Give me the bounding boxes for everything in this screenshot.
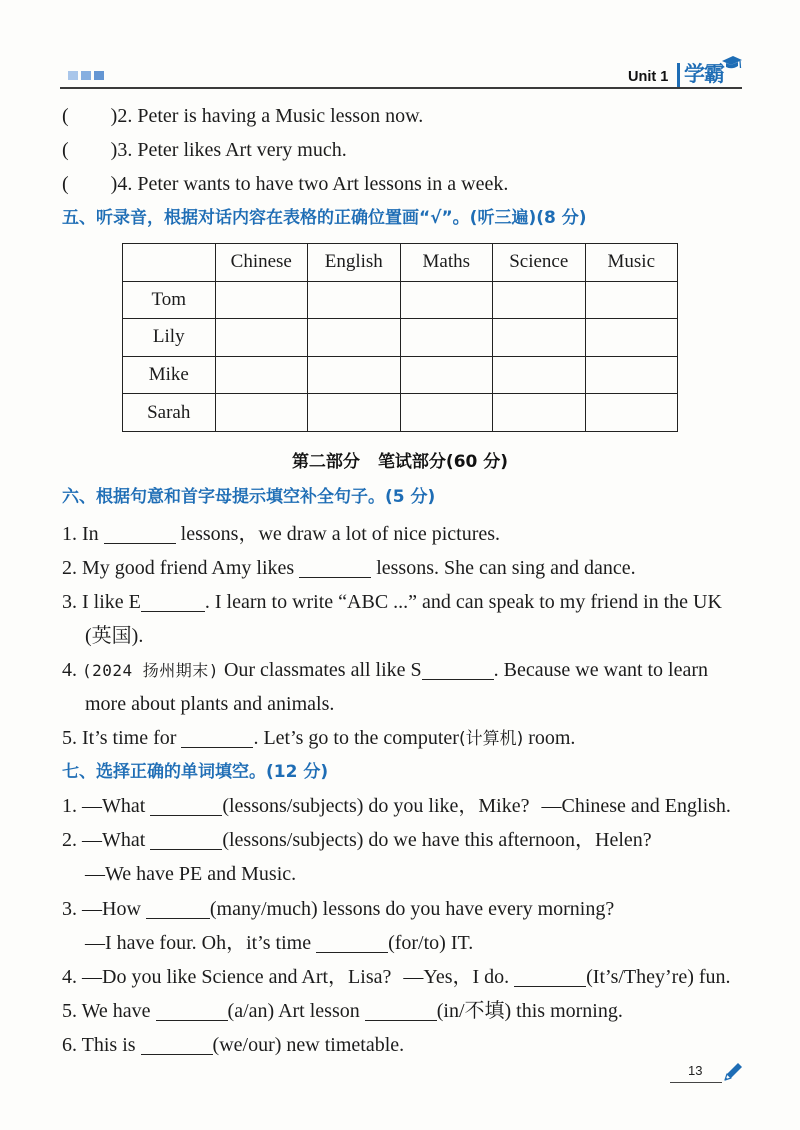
answer-blank[interactable]	[316, 952, 388, 953]
judge-item	[62, 103, 423, 129]
question-text: (英国).	[85, 625, 144, 647]
reply-text: (It’s/They’re) fun.	[586, 966, 731, 988]
choose-question	[62, 964, 731, 990]
listening-table	[122, 243, 678, 432]
header-square	[94, 71, 104, 80]
answer-cell[interactable]	[215, 281, 308, 319]
answer-cell[interactable]	[308, 356, 401, 394]
student-name: Sarah	[123, 394, 216, 432]
choose-question	[62, 827, 652, 853]
choose-question-continued	[85, 930, 473, 956]
answer-blank[interactable]	[150, 849, 222, 850]
answer-blank[interactable]	[181, 747, 253, 748]
answer-cell[interactable]	[585, 356, 678, 394]
choose-question-continued	[85, 861, 296, 887]
header-rule	[60, 87, 742, 89]
table-row	[123, 394, 678, 432]
question-text: room.	[523, 727, 576, 749]
question-text: 1. —What	[62, 795, 151, 817]
judge-text: 4. Peter wants to have two Art lessons in a week.	[117, 173, 509, 195]
question-text: 2. My good friend Amy likes	[62, 557, 300, 579]
subject-header: Music	[585, 244, 678, 282]
mortarboard-icon	[721, 54, 743, 72]
question-text: Our classmates all like S	[218, 659, 422, 681]
fill-question	[62, 521, 500, 547]
answer-cell[interactable]	[493, 394, 586, 432]
fill-question-continued	[85, 623, 143, 649]
part-number: 第二部分	[291, 452, 360, 472]
paren-open: (	[62, 105, 69, 127]
part-title	[0, 449, 800, 475]
judge-item	[62, 137, 347, 163]
question-text: (many/much) lessons do you have every morning?	[209, 898, 615, 920]
paren-open: (	[62, 173, 69, 195]
question-text: (we/our) new timetable.	[212, 1034, 405, 1056]
section-heading-fill: 六、根据句意和首字母提示填空补全句子。(5 分)	[62, 487, 436, 507]
answer-blank[interactable]	[104, 543, 176, 544]
answer-cell[interactable]	[400, 356, 493, 394]
question-text: (lessons/subjects) do you like，Mike?	[222, 795, 530, 817]
section-heading-listening: 五、听录音，根据对话内容在表格的正确位置画“√”。(听三遍)(8 分)	[62, 208, 587, 228]
question-text: 5. It’s time for	[62, 727, 182, 749]
student-name: Lily	[123, 319, 216, 357]
page-number-rule	[670, 1082, 722, 1083]
question-text: 5. We have	[62, 1000, 156, 1022]
judge-item	[62, 171, 508, 197]
answer-blank[interactable]	[141, 1054, 213, 1055]
header-divider	[677, 63, 680, 87]
answer-cell[interactable]	[493, 319, 586, 357]
answer-blank[interactable]	[150, 815, 222, 816]
answer-cell[interactable]	[308, 281, 401, 319]
answer-blank[interactable]	[299, 577, 371, 578]
answer-cell[interactable]	[585, 281, 678, 319]
question-text: . Let’s go to the computer	[253, 727, 459, 749]
subject-header: Maths	[400, 244, 493, 282]
question-text: 2. —What	[62, 829, 151, 851]
question-text: 3. —How	[62, 898, 146, 920]
header-square	[68, 71, 78, 80]
answer-cell[interactable]	[215, 356, 308, 394]
answer-blank[interactable]	[146, 918, 210, 919]
choose-question	[62, 1032, 404, 1058]
answer-blank[interactable]	[365, 1020, 437, 1021]
paren-open: (	[62, 139, 69, 161]
paren-close: )	[110, 105, 118, 127]
question-text: lessons. She can sing and dance.	[371, 557, 636, 579]
question-source: (2024 扬州期末)	[82, 661, 219, 680]
answer-cell[interactable]	[215, 394, 308, 432]
page-number: 13	[688, 1063, 703, 1078]
question-text: (lessons/subjects) do we have this afternoon，Helen?	[222, 829, 652, 851]
choose-question	[62, 793, 731, 819]
answer-blank[interactable]	[141, 611, 205, 612]
reply-text: —Chinese and English.	[541, 795, 731, 817]
unit-label: Unit 1	[628, 69, 669, 85]
part-name: 笔试部分(60 分)	[377, 452, 509, 472]
answer-blank[interactable]	[422, 679, 494, 680]
student-name: Mike	[123, 356, 216, 394]
subject-header: English	[308, 244, 401, 282]
fill-question-continued	[85, 691, 334, 717]
answer-cell[interactable]	[493, 281, 586, 319]
paren-close: )	[110, 139, 118, 161]
reply-text: —Yes，I do.	[403, 966, 515, 988]
table-row	[123, 319, 678, 357]
answer-cell[interactable]	[585, 319, 678, 357]
question-text: (a/an) Art lesson	[227, 1000, 365, 1022]
question-text: 4.	[62, 659, 82, 681]
question-text: lessons，we draw a lot of nice pictures.	[175, 523, 501, 545]
question-text: 4. —Do you like Science and Art，Lisa?	[62, 966, 392, 988]
reply-text: —I have four. Oh，it’s time	[85, 932, 317, 954]
choose-question	[62, 998, 623, 1024]
question-text: . I learn to write “ABC ...” and can speak to my friend in the UK	[204, 591, 722, 613]
brand-logo: 学霸	[684, 62, 724, 86]
question-text: . Because we want to learn	[493, 659, 709, 681]
question-gloss: (计算机)	[458, 729, 524, 749]
pencil-icon	[722, 1061, 744, 1083]
subject-header: Chinese	[215, 244, 308, 282]
question-text: more about plants and animals.	[85, 693, 335, 715]
table-row	[123, 356, 678, 394]
section-heading-choose: 七、选择正确的单词填空。(12 分)	[62, 762, 329, 782]
student-name: Tom	[123, 281, 216, 319]
subject-header: Science	[493, 244, 586, 282]
fill-question	[62, 725, 575, 751]
fill-question	[62, 589, 722, 615]
fill-question	[62, 657, 708, 683]
answer-cell[interactable]	[400, 319, 493, 357]
question-text: 6. This is	[62, 1034, 141, 1056]
answer-cell[interactable]	[585, 394, 678, 432]
question-text: (in/不填) this morning.	[436, 1000, 623, 1022]
question-text: 3. I like E	[62, 591, 141, 613]
answer-cell[interactable]	[308, 319, 401, 357]
choose-question	[62, 896, 614, 922]
question-text: 1. In	[62, 523, 104, 545]
answer-cell[interactable]	[215, 319, 308, 357]
answer-cell[interactable]	[308, 394, 401, 432]
answer-cell[interactable]	[493, 356, 586, 394]
answer-blank[interactable]	[514, 986, 586, 987]
answer-cell[interactable]	[400, 394, 493, 432]
answer-blank[interactable]	[156, 1020, 228, 1021]
judge-text: 2. Peter is having a Music lesson now.	[117, 105, 424, 127]
table-header-row	[123, 244, 678, 282]
reply-text: (for/to) IT.	[388, 932, 474, 954]
table-row	[123, 281, 678, 319]
paren-close: )	[110, 173, 118, 195]
answer-cell[interactable]	[400, 281, 493, 319]
reply-text: —We have PE and Music.	[85, 863, 297, 885]
corner-cell	[123, 244, 216, 282]
judge-text: 3. Peter likes Art very much.	[117, 139, 347, 161]
header-square	[81, 71, 91, 80]
fill-question	[62, 555, 636, 581]
